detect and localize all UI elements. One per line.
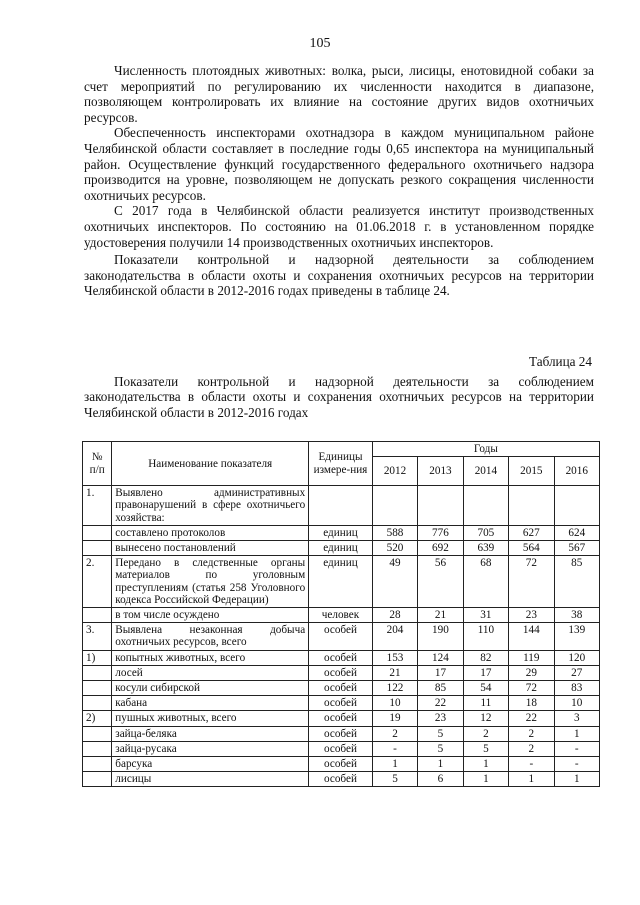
row-value-cell: 144 [509, 623, 554, 650]
row-num-cell [83, 681, 112, 696]
row-value-cell: 23 [418, 711, 463, 726]
row-unit-cell: особей [309, 726, 373, 741]
row-value-cell [509, 486, 554, 526]
table-body [83, 486, 600, 787]
row-value-cell: - [509, 757, 554, 772]
table-row [83, 696, 600, 711]
row-unit-cell: особей [309, 757, 373, 772]
row-name-cell: Выявлена незаконная добыча охотничьих ресурсов, всего [112, 623, 309, 650]
row-unit-cell: единиц [309, 541, 373, 556]
header-unit: Единицы измере-ния [309, 442, 373, 486]
table-row [83, 772, 600, 787]
row-unit-cell: особей [309, 772, 373, 787]
row-name-cell: кабана [112, 696, 309, 711]
table-row [83, 757, 600, 772]
row-value-cell: 68 [463, 556, 508, 608]
row-value-cell: 627 [509, 525, 554, 540]
row-name-cell: копытных животных, всего [112, 650, 309, 665]
table-row [83, 608, 600, 623]
row-value-cell: 49 [372, 556, 417, 608]
row-name-cell: пушных животных, всего [112, 711, 309, 726]
row-value-cell: 27 [554, 665, 599, 680]
row-num-cell: 3. [83, 623, 112, 650]
row-num-cell [83, 726, 112, 741]
row-num-cell [83, 757, 112, 772]
row-value-cell: 110 [463, 623, 508, 650]
row-value-cell: 2 [509, 726, 554, 741]
row-value-cell: 2 [509, 741, 554, 756]
row-num-cell [83, 665, 112, 680]
paragraph: Численность плотоядных животных: волка, рыси, лисицы, енотовидной собаки за счет мероприятий по регулированию их численности находится в диапазоне, позволяющем контролировать их влияние на состояние других видов охотничьих ресурсов. [84, 63, 594, 125]
row-name-cell: лосей [112, 665, 309, 680]
row-value-cell: 139 [554, 623, 599, 650]
header-years-group: Годы [372, 442, 599, 457]
row-value-cell: 56 [418, 556, 463, 608]
row-value-cell: 17 [418, 665, 463, 680]
row-value-cell: 22 [509, 711, 554, 726]
body-text [84, 63, 594, 299]
row-value-cell: - [554, 757, 599, 772]
row-value-cell: 1 [554, 772, 599, 787]
table-row [83, 525, 600, 540]
row-value-cell: 190 [418, 623, 463, 650]
row-value-cell: 588 [372, 525, 417, 540]
table-row [83, 623, 600, 650]
row-value-cell: 72 [509, 681, 554, 696]
row-value-cell: 119 [509, 650, 554, 665]
row-value-cell: 5 [418, 741, 463, 756]
row-value-cell: 23 [509, 608, 554, 623]
row-num-cell [83, 741, 112, 756]
row-name-cell: в том числе осуждено [112, 608, 309, 623]
row-value-cell: 85 [554, 556, 599, 608]
row-unit-cell: особей [309, 665, 373, 680]
row-value-cell: 692 [418, 541, 463, 556]
row-num-cell: 1) [83, 650, 112, 665]
table-row [83, 741, 600, 756]
row-value-cell: 153 [372, 650, 417, 665]
header-year: 2015 [509, 457, 554, 486]
table-title: Показатели контрольной и надзорной деятельности за соблюдением законодательства в области охоты и сохранения охотничьих ресурсов на территории Челябинской области в 2012-2016 годах [84, 374, 594, 420]
row-name-cell: зайца-русака [112, 741, 309, 756]
table-row [83, 711, 600, 726]
row-value-cell: 1 [463, 772, 508, 787]
row-value-cell: 567 [554, 541, 599, 556]
page-number: 105 [309, 36, 331, 51]
row-value-cell: 10 [554, 696, 599, 711]
row-value-cell: 29 [509, 665, 554, 680]
row-unit-cell: особей [309, 623, 373, 650]
row-value-cell: 5 [418, 726, 463, 741]
row-unit-cell: человек [309, 608, 373, 623]
row-value-cell: 12 [463, 711, 508, 726]
row-value-cell: 1 [463, 757, 508, 772]
row-value-cell: 22 [418, 696, 463, 711]
table-row [83, 681, 600, 696]
row-unit-cell: единиц [309, 525, 373, 540]
row-value-cell: 204 [372, 623, 417, 650]
row-value-cell: 19 [372, 711, 417, 726]
table-label: Таблица 24 [529, 354, 592, 369]
row-value-cell: 624 [554, 525, 599, 540]
row-num-cell [83, 772, 112, 787]
table-row [83, 541, 600, 556]
table-row [83, 650, 600, 665]
row-value-cell: 21 [372, 665, 417, 680]
row-unit-cell [309, 486, 373, 526]
table-row [83, 665, 600, 680]
paragraph: Показатели контрольной и надзорной деятельности за соблюдением законодательства в области охоты и сохранения охотничьих ресурсов на территории Челябинской области в 2012-2016 годах приведены в таблице 24. [84, 252, 594, 299]
row-value-cell: 28 [372, 608, 417, 623]
row-unit-cell: единиц [309, 556, 373, 608]
row-value-cell: 10 [372, 696, 417, 711]
row-value-cell: - [554, 741, 599, 756]
row-name-cell: Выявлено административных правонарушений в сфере охотничьего хозяйства: [112, 486, 309, 526]
row-value-cell: 1 [554, 726, 599, 741]
row-value-cell: 2 [372, 726, 417, 741]
row-value-cell: 3 [554, 711, 599, 726]
row-value-cell: 776 [418, 525, 463, 540]
row-value-cell: 1 [372, 757, 417, 772]
row-value-cell: 83 [554, 681, 599, 696]
row-value-cell: 1 [509, 772, 554, 787]
row-value-cell: 54 [463, 681, 508, 696]
row-value-cell: - [372, 741, 417, 756]
row-value-cell [463, 486, 508, 526]
row-value-cell: 1 [418, 757, 463, 772]
row-unit-cell: особей [309, 741, 373, 756]
row-num-cell [83, 608, 112, 623]
row-name-cell: вынесено постановлений [112, 541, 309, 556]
header-num: № п/п [83, 442, 112, 486]
header-year: 2014 [463, 457, 508, 486]
row-num-cell [83, 541, 112, 556]
paragraph: Обеспеченность инспекторами охотнадзора в каждом муниципальном районе Челябинской области составляет в последние годы 0,65 инспектора на муниципальный район. Осуществление функций государственного федерального охотничьего надзора производится на уровне, позволяющем не допускать резкого сокращения численности охотничьих ресурсов. [84, 125, 594, 203]
header-year: 2012 [372, 457, 417, 486]
table-row [83, 556, 600, 608]
row-value-cell: 564 [509, 541, 554, 556]
row-value-cell: 705 [463, 525, 508, 540]
row-num-cell: 2) [83, 711, 112, 726]
header-name: Наименование показателя [112, 442, 309, 486]
row-num-cell [83, 525, 112, 540]
row-value-cell: 31 [463, 608, 508, 623]
row-unit-cell: особей [309, 696, 373, 711]
row-num-cell: 2. [83, 556, 112, 608]
row-name-cell: косули сибирской [112, 681, 309, 696]
table-row [83, 486, 600, 526]
header-year: 2013 [418, 457, 463, 486]
row-value-cell: 72 [509, 556, 554, 608]
row-value-cell: 21 [418, 608, 463, 623]
row-name-cell: Передано в следственные органы материалов по уголовным преступлениям (статья 258 Уголовного кодекса Российской Федерации) [112, 556, 309, 608]
row-value-cell: 120 [554, 650, 599, 665]
row-value-cell [418, 486, 463, 526]
row-value-cell: 38 [554, 608, 599, 623]
row-name-cell: зайца-беляка [112, 726, 309, 741]
row-num-cell: 1. [83, 486, 112, 526]
row-unit-cell: особей [309, 650, 373, 665]
row-value-cell: 122 [372, 681, 417, 696]
row-value-cell: 6 [418, 772, 463, 787]
row-value-cell: 520 [372, 541, 417, 556]
row-value-cell: 18 [509, 696, 554, 711]
row-value-cell [554, 486, 599, 526]
row-value-cell [372, 486, 417, 526]
row-value-cell: 5 [372, 772, 417, 787]
row-unit-cell: особей [309, 711, 373, 726]
row-name-cell: барсука [112, 757, 309, 772]
table-row [83, 726, 600, 741]
row-name-cell: составлено протоколов [112, 525, 309, 540]
row-unit-cell: особей [309, 681, 373, 696]
row-value-cell: 82 [463, 650, 508, 665]
row-num-cell [83, 696, 112, 711]
paragraph: С 2017 года в Челябинской области реализуется институт производственных охотничьих инспекторов. По состоянию на 01.06.2018 г. в установленном порядке удостоверения получили 14 производственных охотничьих инспекторов. [84, 203, 594, 250]
indicators-table [82, 441, 600, 787]
row-value-cell: 639 [463, 541, 508, 556]
row-value-cell: 2 [463, 726, 508, 741]
table-header-row [83, 442, 600, 457]
row-value-cell: 5 [463, 741, 508, 756]
row-value-cell: 11 [463, 696, 508, 711]
row-value-cell: 17 [463, 665, 508, 680]
row-name-cell: лисицы [112, 772, 309, 787]
row-value-cell: 124 [418, 650, 463, 665]
header-year: 2016 [554, 457, 599, 486]
row-value-cell: 85 [418, 681, 463, 696]
